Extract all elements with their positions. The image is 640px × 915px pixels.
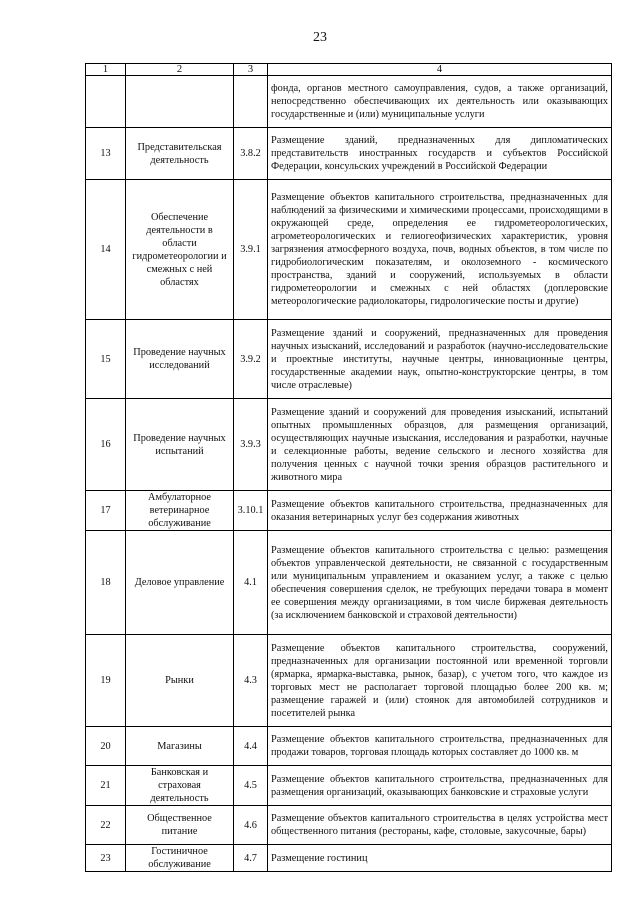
use-type-name <box>126 76 234 128</box>
use-type-description: Размещение объектов капитального строительства в целях устройства мест общественного питания (рестораны, кафе, столовые, закусочные, бары) <box>268 806 612 845</box>
use-type-name: Деловое управление <box>126 531 234 635</box>
use-type-name: Магазины <box>126 727 234 766</box>
table-row <box>86 76 612 128</box>
use-type-name: Обеспечение деятельности в области гидрометеорологии и смежных с ней областях <box>126 180 234 320</box>
row-number: 14 <box>86 180 126 320</box>
use-type-code: 4.1 <box>234 531 268 635</box>
table-row <box>86 845 612 872</box>
table-row <box>86 491 612 531</box>
use-type-code: 3.9.1 <box>234 180 268 320</box>
use-type-name: Общественное питание <box>126 806 234 845</box>
use-type-description: Размещение объектов капитального строительства, предназначенных для размещения организаций, оказывающих банковские и страховые услуги <box>268 766 612 806</box>
use-type-description: Размещение зданий, предназначенных для дипломатических представительств иностранных государств и субъектов Российской Федерации, консульских учреждений в Российской Федерации <box>268 128 612 180</box>
use-type-name: Гостиничное обслуживание <box>126 845 234 872</box>
column-header: 2 <box>126 64 234 76</box>
use-type-code: 3.9.3 <box>234 399 268 491</box>
page-number: 23 <box>313 30 327 45</box>
row-number: 15 <box>86 320 126 399</box>
use-type-description: фонда, органов местного самоуправления, судов, а также организаций, непосредственно обеспечивающих их деятельность или оказывающих государственные и (или) муниципальные услуги <box>268 76 612 128</box>
row-number: 17 <box>86 491 126 531</box>
table-row <box>86 727 612 766</box>
use-type-description: Размещение зданий и сооружений для проведения изысканий, испытаний опытных промышленных образцов, для размещения организаций, осуществляющих научные изыскания, исследования и разработки, научные и селекционные работы, ведение сельского и лесного хозяйства для получения ценных с научной точки зрения образцов растительного и животного мира <box>268 399 612 491</box>
use-type-description: Размещение объектов капитального строительства, сооружений, предназначенных для организации постоянной или временной торговли (ярмарка, ярмарка-выставка, рынок, базар), с учетом того, что каждое из торговых мест не располагает торговой площадью более 200 кв. м; размещение гаражей и (или) стоянок для автомобилей сотрудников и посетителей рынка <box>268 635 612 727</box>
table-row <box>86 128 612 180</box>
row-number <box>86 76 126 128</box>
use-type-name: Проведение научных исследований <box>126 320 234 399</box>
row-number: 21 <box>86 766 126 806</box>
use-type-name: Проведение научных испытаний <box>126 399 234 491</box>
row-number: 19 <box>86 635 126 727</box>
use-type-name: Банковская и страховая деятельность <box>126 766 234 806</box>
table-header-row <box>86 64 612 76</box>
use-type-code: 4.5 <box>234 766 268 806</box>
table-row <box>86 399 612 491</box>
use-type-code <box>234 76 268 128</box>
column-header: 1 <box>86 64 126 76</box>
use-type-description: Размещение зданий и сооружений, предназначенных для проведения научных изысканий, исследований и разработок (научно-исследовательские и проектные институты, научные центры, инновационные центры, государственные академии наук, опытно-конструкторские центры, в том числе отраслевые) <box>268 320 612 399</box>
table-row <box>86 531 612 635</box>
row-number: 18 <box>86 531 126 635</box>
use-type-code: 4.7 <box>234 845 268 872</box>
use-type-description: Размещение объектов капитального строительства с целью: размещения объектов управленческой деятельности, не связанной с государственным или муниципальным управлением и оказанием услуг, а также с целью обеспечения совершения сделок, не требующих передачи товара в момент ее совершения между организациями, в том числе биржевая деятельность (за исключением банковской и страховой деятельности) <box>268 531 612 635</box>
use-type-code: 3.8.2 <box>234 128 268 180</box>
row-number: 20 <box>86 727 126 766</box>
use-type-description: Размещение объектов капитального строительства, предназначенных для продажи товаров, торговая площадь которых составляет до 1000 кв. м <box>268 727 612 766</box>
table-row <box>86 766 612 806</box>
row-number: 16 <box>86 399 126 491</box>
use-type-code: 4.4 <box>234 727 268 766</box>
use-type-name: Амбулаторное ветеринарное обслуживание <box>126 491 234 531</box>
use-type-description: Размещение объектов капитального строительства, предназначенных для наблюдений за физическими и химическими процессами, происходящими в окружающей среде, определения ее гидрометеорологических, агрометеорологических и гелиогеофизических характеристик, уровня загрязнения атмосферного воздуха, почв, водных объектов, в том числе по гидробиологическим показателям, и околоземного - космического пространства, зданий и сооружений, используемых в области гидрометеорологии и смежных с ней областях (доплеровские метеорологические радиолокаторы, гидрологические посты и другие) <box>268 180 612 320</box>
land-use-table <box>85 63 612 872</box>
use-type-code: 4.6 <box>234 806 268 845</box>
use-type-name: Рынки <box>126 635 234 727</box>
row-number: 13 <box>86 128 126 180</box>
use-type-description: Размещение гостиниц <box>268 845 612 872</box>
column-header: 4 <box>268 64 612 76</box>
column-header: 3 <box>234 64 268 76</box>
table-row <box>86 635 612 727</box>
table-row <box>86 180 612 320</box>
use-type-code: 3.10.1 <box>234 491 268 531</box>
use-type-name: Представительская деятельность <box>126 128 234 180</box>
row-number: 22 <box>86 806 126 845</box>
table-row <box>86 320 612 399</box>
use-type-description: Размещение объектов капитального строительства, предназначенных для оказания ветеринарных услуг без содержания животных <box>268 491 612 531</box>
row-number: 23 <box>86 845 126 872</box>
use-type-code: 4.3 <box>234 635 268 727</box>
use-type-code: 3.9.2 <box>234 320 268 399</box>
table-row <box>86 806 612 845</box>
